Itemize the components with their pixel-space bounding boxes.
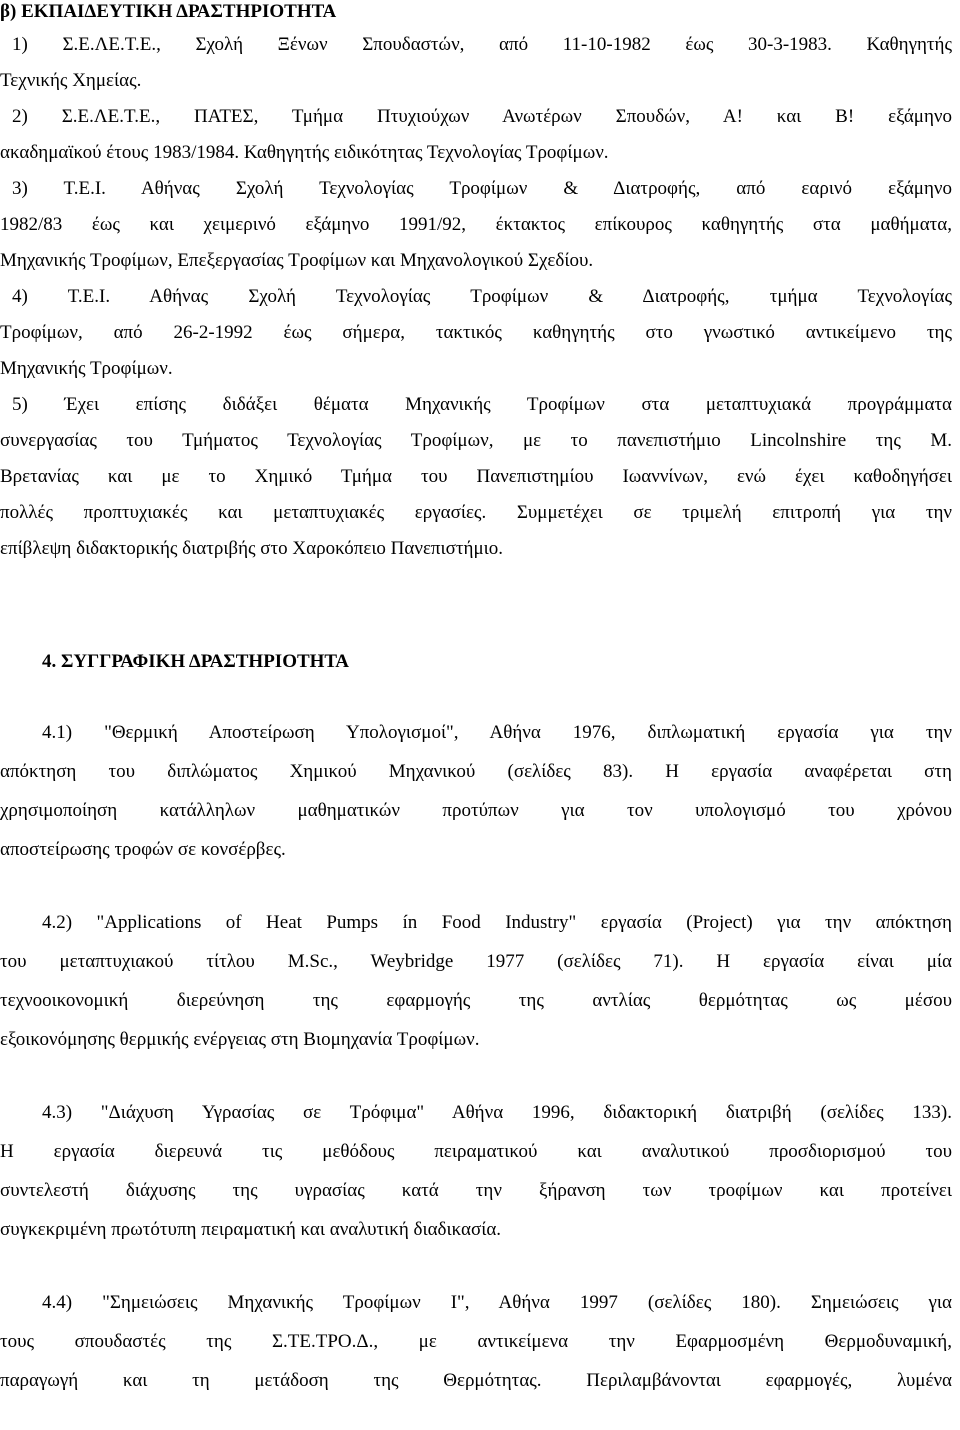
paragraph-line: εξοικονόμησης θερμικής ενέργειας στη Βιομηχανία Τροφίμων. — [0, 1029, 480, 1050]
paragraph-line: Βρετανίας και με το Χημικό Τμήμα του Πανεπιστημίου Ιωαννίνων, ενώ έχει καθοδηγήσει — [0, 466, 952, 487]
paragraph-line: Τεχνικής Χημείας. — [0, 70, 142, 91]
paragraph-line: Τροφίμων, από 26-2-1992 έως σήμερα, τακτικός καθηγητής στο γνωστικό αντικείμενο της — [0, 322, 952, 343]
paragraph-line: του μεταπτυχιακού τίτλου M.Sc., Weybridge 1977 (σελίδες 71). Η εργασία είναι μία — [0, 951, 952, 972]
paragraph-line: απόκτηση του διπλώματος Χημικού Μηχανικού (σελίδες 83). Η εργασία αναφέρεται στη — [0, 761, 952, 782]
paragraph-line: 4.1) "Θερμική Αποστείρωση Υπολογισμοί", Αθήνα 1976, διπλωματική εργασία για την — [42, 722, 952, 743]
paragraph-line: 4.4) "Σημειώσεις Μηχανικής Τροφίμων Ι", Αθήνα 1997 (σελίδες 180). Σημειώσεις για — [42, 1292, 952, 1313]
paragraph-line: 4) Τ.Ε.Ι. Αθήνας Σχολή Τεχνολογίας Τροφίμων & Διατροφής, τμήμα Τεχνολογίας — [12, 286, 952, 307]
paragraph-line: τους σπουδαστές της Σ.ΤΕ.ΤΡΟ.Δ., με αντικείμενα την Εφαρμοσμένη Θερμοδυναμική, — [0, 1331, 952, 1352]
paragraph-line: Μηχανικής Τροφίμων, Επεξεργασίας Τροφίμων και Μηχανολογικού Σχεδίου. — [0, 250, 594, 271]
paragraph-line: 4.2) "Applications of Heat Pumps ín Food Industry" εργασία (Project) για την απόκτηση — [42, 912, 952, 933]
section-4-heading: 4. ΣΥΓΓΡΑΦΙΚΗ ΔΡΑΣΤΗΡΙΟΤΗΤΑ — [42, 651, 349, 672]
paragraph-line: Η εργασία διερευνά τις μεθόδους πειραματικού και αναλυτικού προσδιορισμού του — [0, 1141, 952, 1162]
paragraph-line: ακαδημαϊκού έτους 1983/1984. Καθηγητής ειδικότητας Τεχνολογίας Τροφίμων. — [0, 142, 609, 163]
paragraph-line: 1) Σ.Ε.ΛΕ.Τ.Ε., Σχολή Ξένων Σπουδαστών, από 11-10-1982 έως 30-3-1983. Καθηγητής — [12, 34, 952, 55]
paragraph-line: αποστείρωσης τροφών σε κονσέρβες. — [0, 839, 286, 860]
section-b-heading: β) ΕΚΠΑΙΔΕΥΤΙΚΗ ΔΡΑΣΤΗΡΙΟΤΗΤΑ — [0, 1, 337, 22]
paragraph-line: χρησιμοποίηση κατάλληλων μαθηματικών προτύπων για τον υπολογισμό του χρόνου — [0, 800, 952, 821]
paragraph-line: συνεργασίας του Τμήματος Τεχνολογίας Τροφίμων, με το πανεπιστήμιο Lincolnshire της Μ. — [0, 430, 952, 451]
paragraph-line: 1982/83 έως και χειμερινό εξάμηνο 1991/92, έκτακτος επίκουρος καθηγητής στα μαθήματα, — [0, 214, 952, 235]
paragraph-line: επίβλεψη διδακτορικής διατριβής στο Χαροκόπειο Πανεπιστήμιο. — [0, 538, 503, 559]
paragraph-line: συγκεκριμένη πρωτότυπη πειραματική και αναλυτική διαδικασία. — [0, 1219, 502, 1240]
paragraph-line: Μηχανικής Τροφίμων. — [0, 358, 173, 379]
paragraph-line: τεχνοοικονομική διερεύνηση της εφαρμογής της αντλίας θερμότητας ως μέσου — [0, 990, 952, 1011]
paragraph-line: 5) Έχει επίσης διδάξει θέματα Μηχανικής Τροφίμων στα μεταπτυχιακά προγράμματα — [12, 394, 952, 415]
paragraph-line: πολλές προπτυχιακές και μεταπτυχιακές εργασίες. Συμμετέχει σε τριμελή επιτροπή για την — [0, 502, 952, 523]
paragraph-line: συντελεστή διάχυσης της υγρασίας κατά την ξήρανση των τροφίμων και προτείνει — [0, 1180, 952, 1201]
paragraph-line: 3) Τ.Ε.Ι. Αθήνας Σχολή Τεχνολογίας Τροφίμων & Διατροφής, από εαρινό εξάμηνο — [12, 178, 952, 199]
paragraph-line: παραγωγή και τη μετάδοση της Θερμότητας. Περιλαμβάνονται εφαρμογές, λυμένα — [0, 1370, 952, 1391]
paragraph-line: 4.3) "Διάχυση Υγρασίας σε Τρόφιμα" Αθήνα 1996, διδακτορική διατριβή (σελίδες 133). — [42, 1102, 952, 1123]
paragraph-line: 2) Σ.Ε.ΛΕ.Τ.Ε., ΠΑΤΕΣ, Τμήμα Πτυχιούχων Ανωτέρων Σπουδών, Α! και Β! εξάμηνο — [12, 106, 952, 127]
